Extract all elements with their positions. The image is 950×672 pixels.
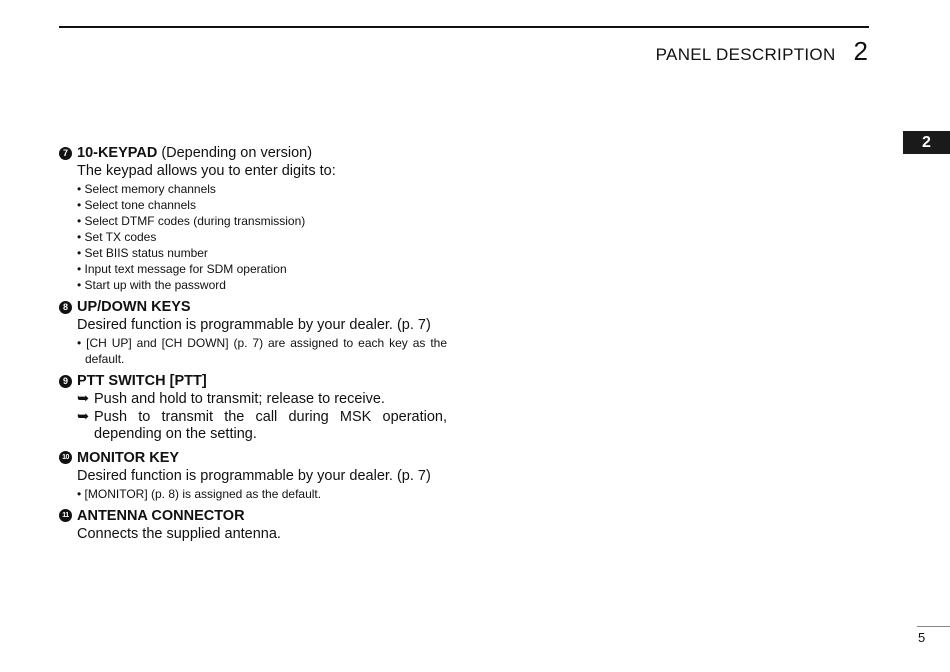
section-title: ANTENNA CONNECTOR <box>77 507 245 524</box>
section-heading <box>59 371 447 391</box>
chapter-tab: 2 <box>903 131 950 154</box>
arrow-list <box>77 391 447 444</box>
page-header <box>656 36 868 67</box>
bullet-item: • Set BIIS status number <box>77 246 208 260</box>
section-subtitle: (Depending on version) <box>161 145 313 161</box>
section-marker: 9 <box>59 375 72 388</box>
section-heading <box>59 506 447 526</box>
arrow-icon: ➥ <box>77 408 90 425</box>
section-description: The keypad allows you to enter digits to: <box>77 163 336 179</box>
bullet-list <box>77 335 447 367</box>
header-title: PANEL DESCRIPTION <box>655 45 836 64</box>
section-marker: 11 <box>59 509 72 522</box>
top-rule <box>59 26 869 28</box>
arrow-text: Push and hold to transmit; release to receive. <box>94 391 385 407</box>
section-title: PTT SWITCH [PTT] <box>77 373 207 389</box>
page-content <box>59 143 447 547</box>
section-ptt-switch <box>59 371 447 444</box>
bullet-item: • Start up with the password <box>77 278 226 292</box>
section-title: 10-KEYPAD <box>77 145 158 161</box>
section-description: Desired function is programmable by your dealer. (p. 7) <box>77 467 431 484</box>
arrow-text: Push to transmit the call during MSK operation, depending on the setting. <box>94 408 447 442</box>
bullet-item: • [CH UP] and [CH DOWN] (p. 7) are assigned to each key as the default. <box>77 336 447 366</box>
section-heading <box>59 143 447 163</box>
section-description: Desired function is programmable by your dealer. (p. 7) <box>77 317 431 333</box>
section-title: UP/DOWN KEYS <box>77 299 191 315</box>
bullet-list <box>77 486 447 502</box>
bullet-item: • Select memory channels <box>77 182 216 196</box>
section-title: MONITOR KEY <box>77 449 180 466</box>
section-description: Connects the supplied antenna. <box>77 525 281 542</box>
bullet-item: • [MONITOR] (p. 8) is assigned as the default. <box>77 486 322 501</box>
bullet-item: • Select tone channels <box>77 198 196 212</box>
bullet-list <box>77 181 447 293</box>
bullet-item: • Select DTMF codes (during transmission) <box>77 214 306 228</box>
bullet-item: • Set TX codes <box>77 230 157 244</box>
arrow-icon: ➥ <box>77 391 90 407</box>
section-marker: 8 <box>59 301 72 314</box>
arrow-item <box>77 409 447 444</box>
arrow-item <box>77 391 447 409</box>
footer-rule <box>917 626 950 627</box>
section-up-down-keys <box>59 297 447 367</box>
section-monitor-key <box>59 448 447 502</box>
section-antenna-connector <box>59 506 447 543</box>
chapter-number: 2 <box>853 36 868 66</box>
section-keypad <box>59 143 447 293</box>
section-marker: 10 <box>59 451 72 464</box>
bullet-item: • Input text message for SDM operation <box>77 262 287 276</box>
section-marker: 7 <box>59 147 72 160</box>
page-number: 5 <box>918 630 926 645</box>
section-heading <box>59 448 447 468</box>
section-heading <box>59 297 447 317</box>
